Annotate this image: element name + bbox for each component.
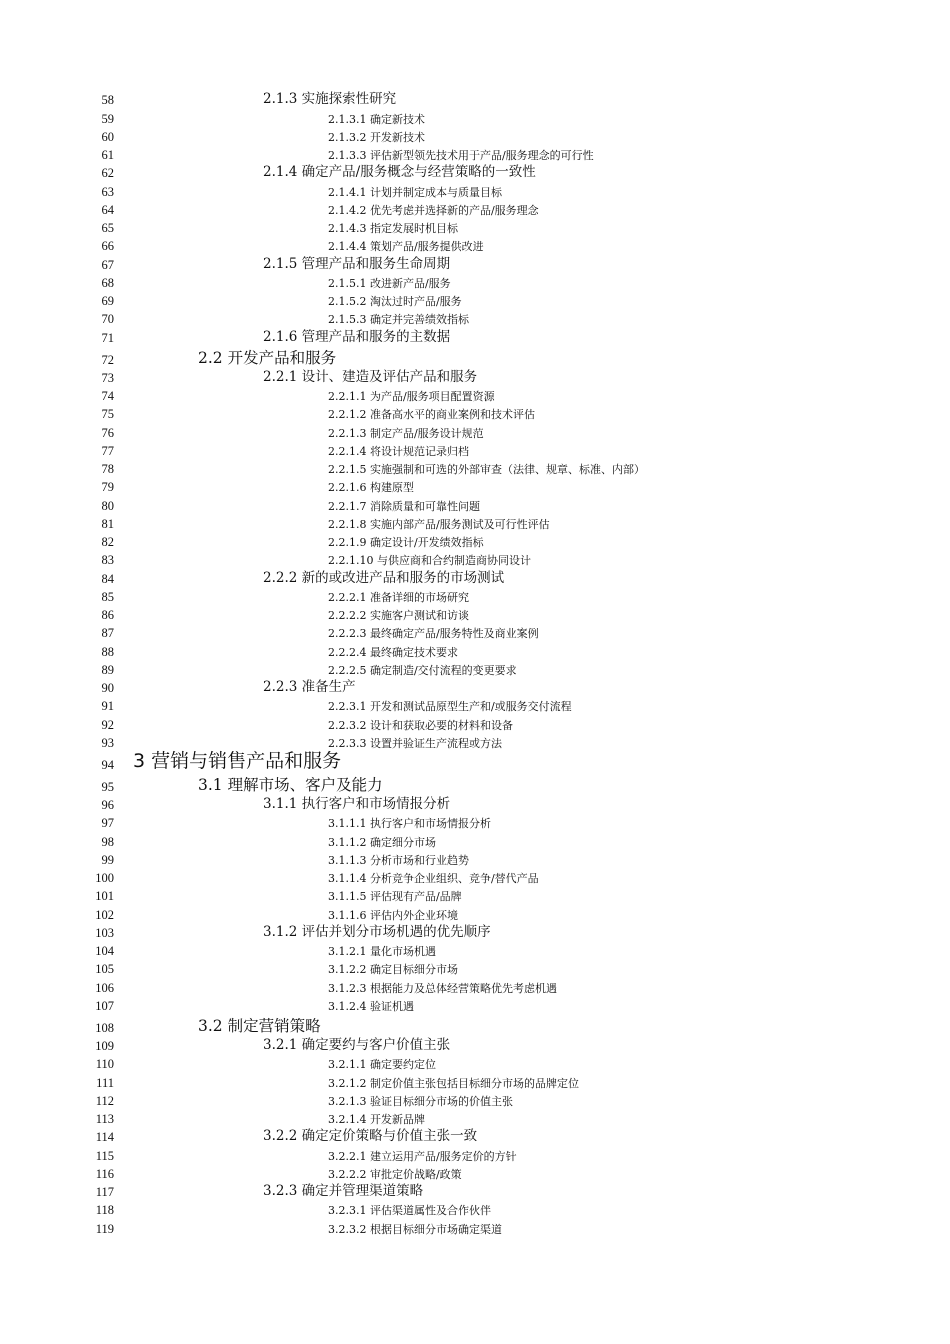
row-number: 68 bbox=[101, 275, 114, 290]
row-number: 112 bbox=[95, 1093, 114, 1108]
activity-item: 3.1.2.1 量化市场机遇 bbox=[328, 945, 436, 958]
outline-row bbox=[0, 1072, 950, 1090]
outline-row bbox=[0, 1091, 950, 1109]
row-number: 97 bbox=[101, 816, 114, 831]
row-number: 71 bbox=[101, 330, 114, 345]
outline-row bbox=[0, 550, 950, 568]
activity-item: 2.2.3.3 设置并验证生产流程或方法 bbox=[328, 736, 502, 750]
activity-item: 2.2.3.1 开发和测试品原型生产和/或服务交付流程 bbox=[328, 700, 572, 714]
row-number: 64 bbox=[101, 202, 114, 217]
activity-item: 2.2.2.3 最终确定产品/服务特性及商业案例 bbox=[328, 627, 539, 641]
activity-item: 2.2.1.1 为产品/服务项目配置资源 bbox=[328, 390, 495, 403]
outline-row bbox=[0, 868, 950, 886]
activity-item: 2.1.4.1 计划并制定成本与质量目标 bbox=[328, 185, 502, 199]
activity-item: 3.2.1.2 制定价值主张包括目标细分市场的品牌定位 bbox=[328, 1076, 579, 1090]
row-number: 99 bbox=[101, 852, 114, 867]
row-number: 118 bbox=[95, 1203, 114, 1218]
outline-row bbox=[0, 886, 950, 904]
outline-row bbox=[0, 1054, 950, 1072]
activity-item: 3.2.1.1 确定要约定位 bbox=[328, 1058, 436, 1072]
outline-row bbox=[0, 941, 950, 959]
row-number: 61 bbox=[101, 148, 114, 162]
process-group: 3.2.2 确定定价策略与价值主张一致 bbox=[263, 1128, 478, 1145]
process-group: 3.2.3 确定并管理渠道策略 bbox=[263, 1183, 424, 1199]
row-number: 117 bbox=[95, 1185, 114, 1199]
activity-item: 2.2.1.10 与供应商和合约制造商协同设计 bbox=[328, 554, 531, 568]
activity-item: 2.1.5.2 淘汰过时产品/服务 bbox=[328, 295, 462, 308]
activity-item: 2.2.2.5 确定制造/交付流程的变更要求 bbox=[328, 663, 517, 677]
activity-item: 2.2.1.4 将设计规范记录归档 bbox=[328, 444, 469, 458]
outline-row bbox=[0, 532, 950, 550]
outline-row bbox=[0, 145, 950, 163]
row-number: 106 bbox=[95, 980, 114, 995]
outline-row bbox=[0, 346, 950, 368]
outline-row bbox=[0, 660, 950, 678]
activity-item: 3.2.3.1 评估渠道属性及合作伙伴 bbox=[328, 1204, 491, 1218]
outline-row bbox=[0, 773, 950, 795]
row-number: 63 bbox=[101, 184, 114, 199]
subsection-heading: 2.2 开发产品和服务 bbox=[198, 348, 337, 367]
outline-row bbox=[0, 923, 950, 941]
activity-item: 2.2.1.7 消除质量和可靠性问题 bbox=[328, 499, 480, 513]
process-group: 2.2.2 新的或改进产品和服务的市场测试 bbox=[263, 569, 505, 586]
activity-item: 2.1.3.1 确定新技术 bbox=[328, 112, 425, 126]
outline-row bbox=[0, 678, 950, 696]
outline-row bbox=[0, 1036, 950, 1054]
outline-row bbox=[0, 309, 950, 327]
outline-row bbox=[0, 327, 950, 345]
activity-item: 2.1.4.3 指定发展时机目标 bbox=[328, 222, 458, 235]
row-number: 98 bbox=[101, 834, 114, 849]
row-number: 62 bbox=[101, 166, 114, 181]
row-number: 74 bbox=[101, 389, 114, 403]
outline-row bbox=[0, 108, 950, 126]
outline-row bbox=[0, 163, 950, 181]
outline-row bbox=[0, 1145, 950, 1163]
row-number: 75 bbox=[101, 407, 114, 422]
row-number: 115 bbox=[95, 1148, 114, 1163]
outline-row bbox=[0, 386, 950, 404]
outline-row bbox=[0, 795, 950, 813]
outline-row bbox=[0, 751, 950, 773]
row-number: 92 bbox=[101, 717, 114, 732]
row-number: 119 bbox=[95, 1221, 114, 1236]
row-number: 114 bbox=[95, 1130, 114, 1145]
row-number: 89 bbox=[101, 662, 114, 677]
row-number: 77 bbox=[101, 443, 114, 458]
outline-row bbox=[0, 495, 950, 513]
activity-item: 3.1.2.2 确定目标细分市场 bbox=[328, 963, 458, 977]
activity-item: 3.1.1.1 执行客户和市场情报分析 bbox=[328, 817, 491, 831]
row-number: 95 bbox=[101, 779, 114, 794]
activity-item: 2.2.2.1 准备详细的市场研究 bbox=[328, 590, 469, 604]
row-number: 65 bbox=[101, 221, 114, 235]
activity-item: 3.1.1.6 评估内外企业环境 bbox=[328, 908, 458, 922]
row-number: 100 bbox=[95, 871, 114, 885]
row-number: 103 bbox=[95, 925, 114, 940]
row-number: 111 bbox=[96, 1075, 114, 1090]
row-number: 110 bbox=[95, 1057, 114, 1072]
row-number: 66 bbox=[101, 239, 114, 254]
subsection-heading: 3.1 理解市场、客户及能力 bbox=[198, 775, 383, 794]
outline-row bbox=[0, 422, 950, 440]
activity-item: 2.2.1.2 准备高水平的商业案例和技术评估 bbox=[328, 408, 535, 422]
row-number: 59 bbox=[101, 111, 114, 126]
outline-row bbox=[0, 813, 950, 831]
row-number: 94 bbox=[101, 757, 114, 772]
outline-row bbox=[0, 623, 950, 641]
row-number: 104 bbox=[95, 944, 114, 958]
outline-row bbox=[0, 568, 950, 586]
row-number: 113 bbox=[95, 1112, 114, 1126]
row-number: 116 bbox=[95, 1166, 114, 1181]
row-number: 93 bbox=[101, 735, 114, 750]
activity-item: 2.1.4.4 策划产品/服务提供改进 bbox=[328, 240, 484, 254]
row-number: 82 bbox=[101, 535, 114, 549]
activity-item: 3.1.2.3 根据能力及总体经营策略优先考虑机遇 bbox=[328, 981, 557, 995]
outline-row bbox=[0, 977, 950, 995]
activity-item: 3.1.1.5 评估现有产品/品牌 bbox=[328, 890, 462, 904]
outline-row bbox=[0, 200, 950, 218]
outline-row bbox=[0, 254, 950, 272]
row-number: 85 bbox=[101, 589, 114, 604]
outline-row bbox=[0, 236, 950, 254]
outline-row bbox=[0, 127, 950, 145]
row-number: 105 bbox=[95, 962, 114, 977]
row-number: 91 bbox=[101, 699, 114, 714]
row-number: 76 bbox=[101, 425, 114, 440]
row-number: 70 bbox=[101, 312, 114, 327]
row-number: 87 bbox=[101, 626, 114, 641]
outline-row bbox=[0, 605, 950, 623]
activity-item: 2.2.1.3 制定产品/服务设计规范 bbox=[328, 426, 484, 440]
outline-row bbox=[0, 714, 950, 732]
row-number: 88 bbox=[101, 644, 114, 659]
activity-item: 3.2.3.2 根据目标细分市场确定渠道 bbox=[328, 1222, 502, 1236]
row-number: 67 bbox=[101, 257, 114, 272]
row-number: 86 bbox=[101, 608, 114, 622]
row-number: 108 bbox=[95, 1020, 114, 1035]
row-number: 73 bbox=[101, 370, 114, 385]
outline-row bbox=[0, 587, 950, 605]
activity-item: 2.2.1.9 确定设计/开发绩效指标 bbox=[328, 536, 484, 549]
row-number: 102 bbox=[95, 907, 114, 922]
row-number: 79 bbox=[101, 480, 114, 495]
activity-item: 2.1.3.2 开发新技术 bbox=[328, 130, 425, 144]
row-number: 96 bbox=[101, 798, 114, 812]
outline-row bbox=[0, 273, 950, 291]
outline-row bbox=[0, 904, 950, 922]
process-group: 2.1.5 管理产品和服务生命周期 bbox=[263, 255, 451, 272]
outline-row bbox=[0, 459, 950, 477]
outline-row bbox=[0, 959, 950, 977]
outline-row bbox=[0, 1182, 950, 1200]
process-group: 2.1.3 实施探索性研究 bbox=[263, 91, 397, 108]
outline-row bbox=[0, 1109, 950, 1127]
outline-row bbox=[0, 368, 950, 386]
outline-row bbox=[0, 441, 950, 459]
activity-item: 3.1.1.3 分析市场和行业趋势 bbox=[328, 853, 469, 867]
row-number: 78 bbox=[101, 462, 114, 476]
activity-item: 2.2.1.6 构建原型 bbox=[328, 481, 414, 495]
outline-row bbox=[0, 90, 950, 108]
process-group: 2.1.6 管理产品和服务的主数据 bbox=[263, 328, 451, 345]
row-number: 72 bbox=[101, 352, 114, 367]
outline-row bbox=[0, 1164, 950, 1182]
process-group: 2.2.3 准备生产 bbox=[263, 679, 356, 695]
outline-row bbox=[0, 404, 950, 422]
activity-item: 2.2.3.2 设计和获取必要的材料和设备 bbox=[328, 718, 513, 732]
row-number: 60 bbox=[101, 129, 114, 144]
row-number: 107 bbox=[95, 998, 114, 1013]
activity-item: 2.2.1.5 实施强制和可选的外部审查（法律、规章、标准、内部） bbox=[328, 463, 645, 476]
outline-row bbox=[0, 1218, 950, 1236]
outline-row bbox=[0, 641, 950, 659]
activity-item: 2.1.5.3 确定并完善绩效指标 bbox=[328, 313, 469, 327]
outline-row bbox=[0, 1127, 950, 1145]
outline-row bbox=[0, 696, 950, 714]
process-group: 3.1.1 执行客户和市场情报分析 bbox=[263, 796, 451, 812]
section-heading: 3 营销与销售产品和服务 bbox=[133, 749, 342, 772]
row-number: 81 bbox=[101, 516, 114, 531]
outline-row bbox=[0, 850, 950, 868]
process-group: 2.1.4 确定产品/服务概念与经营策略的一致性 bbox=[263, 164, 536, 181]
row-number: 69 bbox=[101, 294, 114, 308]
outline-row bbox=[0, 181, 950, 199]
outline-row bbox=[0, 218, 950, 236]
outline-table bbox=[0, 90, 950, 1237]
activity-item: 2.1.5.1 改进新产品/服务 bbox=[328, 276, 451, 290]
activity-item: 3.2.1.3 验证目标细分市场的价值主张 bbox=[328, 1094, 513, 1108]
process-group: 3.1.2 评估并划分市场机遇的优先顺序 bbox=[263, 923, 491, 940]
row-number: 109 bbox=[95, 1039, 114, 1053]
subsection-heading: 3.2 制定营销策略 bbox=[198, 1016, 321, 1035]
outline-row bbox=[0, 1200, 950, 1218]
process-group: 2.2.1 设计、建造及评估产品和服务 bbox=[263, 368, 478, 385]
outline-row bbox=[0, 514, 950, 532]
row-number: 90 bbox=[101, 681, 114, 695]
activity-item: 2.2.2.2 实施客户测试和访谈 bbox=[328, 609, 469, 622]
row-number: 80 bbox=[101, 498, 114, 513]
row-number: 84 bbox=[101, 571, 114, 586]
outline-row bbox=[0, 291, 950, 309]
activity-item: 3.2.2.1 建立运用产品/服务定价的方针 bbox=[328, 1149, 517, 1163]
row-number: 101 bbox=[95, 889, 114, 904]
activity-item: 3.2.1.4 开发新品牌 bbox=[328, 1113, 425, 1126]
outline-row bbox=[0, 996, 950, 1014]
activity-item: 3.1.1.4 分析竞争企业组织、竞争/替代产品 bbox=[328, 872, 539, 885]
outline-row bbox=[0, 477, 950, 495]
row-number: 83 bbox=[101, 553, 114, 568]
outline-row bbox=[0, 831, 950, 849]
row-number: 58 bbox=[101, 93, 114, 108]
process-group: 3.2.1 确定要约与客户价值主张 bbox=[263, 1037, 451, 1053]
activity-item: 2.1.3.3 评估新型领先技术用于产品/服务理念的可行性 bbox=[328, 149, 594, 162]
activity-item: 2.2.1.8 实施内部产品/服务测试及可行性评估 bbox=[328, 517, 550, 531]
outline-row bbox=[0, 1014, 950, 1036]
activity-item: 3.1.2.4 验证机遇 bbox=[328, 999, 414, 1013]
activity-item: 2.2.2.4 最终确定技术要求 bbox=[328, 645, 458, 659]
activity-item: 3.1.1.2 确定细分市场 bbox=[328, 835, 436, 849]
activity-item: 3.2.2.2 审批定价战略/政策 bbox=[328, 1167, 462, 1181]
outline-row bbox=[0, 733, 950, 751]
activity-item: 2.1.4.2 优先考虑并选择新的产品/服务理念 bbox=[328, 203, 539, 217]
